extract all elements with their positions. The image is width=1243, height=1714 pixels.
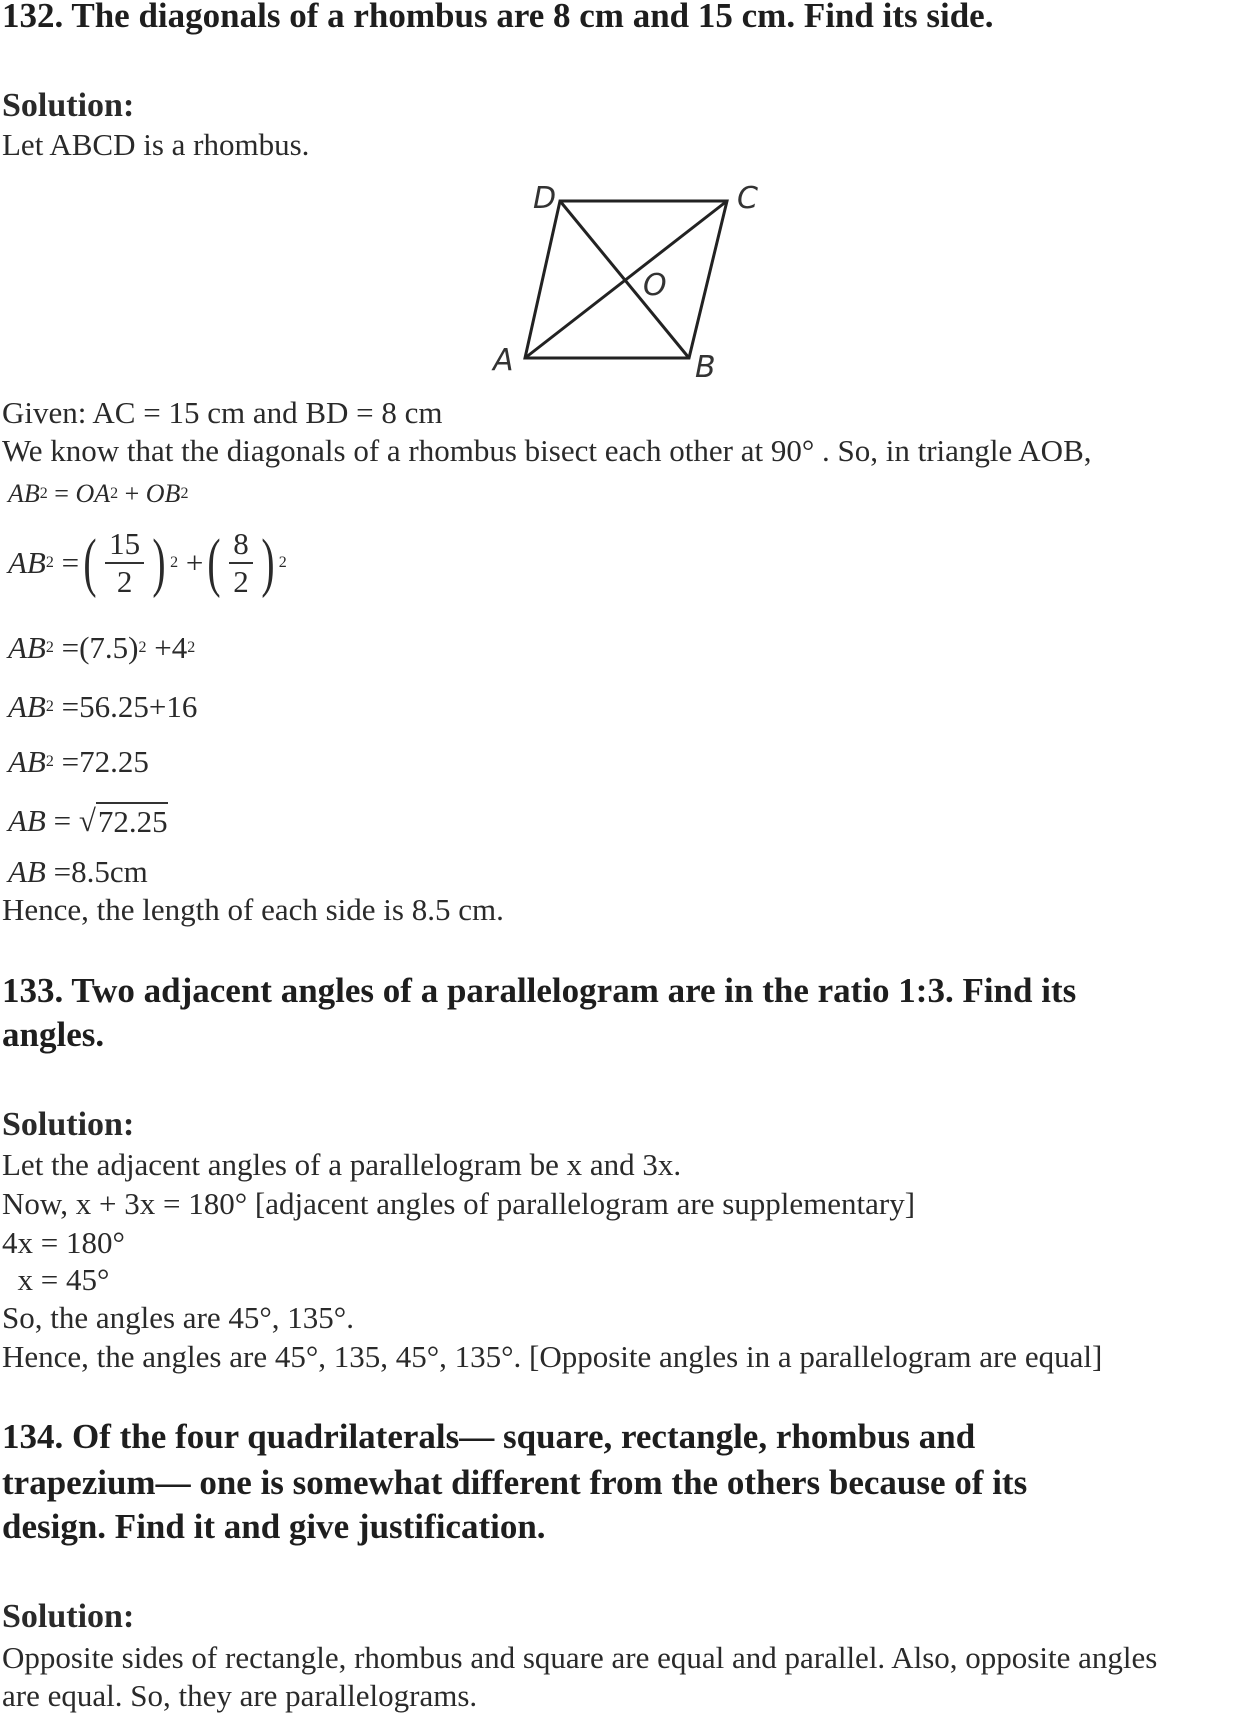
question-134-heading-cont: trapezium— one is somewhat different from the others because of its <box>2 1463 1028 1502</box>
solution-label: Solution: <box>2 1106 135 1143</box>
label-c: C <box>737 181 758 216</box>
text-line: Opposite sides of rectangle, rhombus and square are equal and parallel. Also, opposite angles <box>2 1640 1158 1675</box>
given-line: Given: AC = 15 cm and BD = 8 cm <box>2 395 443 430</box>
label-d: D <box>533 181 557 216</box>
text-line: Hence, the angles are 45°, 135, 45°, 135°. [Opposite angles in a parallelogram are equal] <box>2 1339 1103 1374</box>
equation-7: AB =8.5cm <box>8 854 148 889</box>
equation-1: AB 2 = OA 2 + OB 2 <box>8 479 189 508</box>
question-133-heading: 133. Two adjacent angles of a parallelogram are in the ratio 1:3. Find its <box>2 971 1077 1010</box>
question-133-heading-cont: angles. <box>2 1015 105 1054</box>
diagonal-bd <box>560 201 689 358</box>
text-line: Now, x + 3x = 180° [adjacent angles of parallelogram are supplementary] <box>2 1186 916 1221</box>
conclusion-line: Hence, the length of each side is 8.5 cm. <box>2 892 504 927</box>
text-line: 4x = 180° <box>2 1225 125 1260</box>
text-line: are equal. So, they are parallelograms. <box>2 1678 478 1713</box>
text-line: So, the angles are 45°, 135°. <box>2 1300 354 1335</box>
question-134-heading: 134. Of the four quadrilaterals— square, rectangle, rhombus and <box>2 1417 976 1456</box>
equation-4: AB 2 =56.25+16 <box>8 689 198 724</box>
equation-6: AB = √ 72.25 <box>8 803 168 839</box>
equation-2: AB 2 = ( $\frac{15}{2}$ ) 2 + ( $\frac{8}{2}$ ) 2 <box>8 526 287 599</box>
question-132-heading: 132. The diagonals of a rhombus are 8 cm and 15 cm. Find its side. <box>2 0 994 35</box>
rhombus-diagram <box>480 170 780 385</box>
equation-3: AB 2 = (7.5) 2 +4 2 <box>8 630 196 665</box>
text-line: Let the adjacent angles of a parallelogram be x and 3x. <box>2 1147 682 1182</box>
equation-5: AB 2 =72.25 <box>8 744 149 779</box>
label-a: A <box>493 343 514 378</box>
label-o: O <box>643 268 667 303</box>
solution-label: Solution: <box>2 87 135 124</box>
text-line: Let ABCD is a rhombus. <box>2 127 310 162</box>
label-b: B <box>695 350 716 385</box>
solution-label: Solution: <box>2 1598 135 1635</box>
text-line: x = 45° <box>2 1262 110 1297</box>
text-line: We know that the diagonals of a rhombus bisect each other at 90° . So, in triangle AOB, <box>2 433 1092 468</box>
question-134-heading-cont: design. Find it and give justification. <box>2 1507 546 1546</box>
